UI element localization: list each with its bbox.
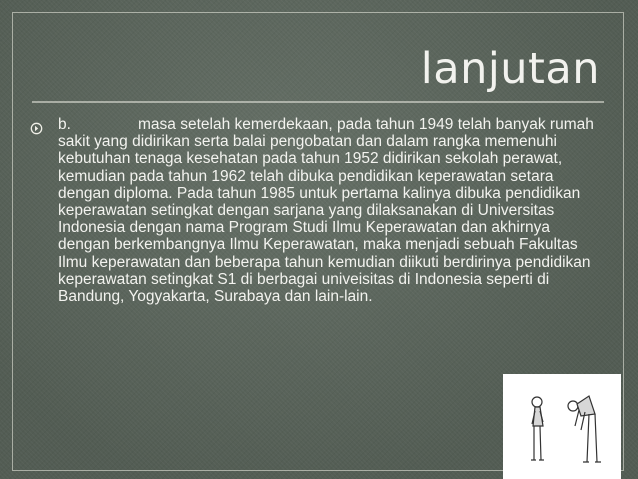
bowing-figures-icon [503,374,621,479]
bullet-label: b. [58,116,71,133]
bullet-body-text: banyak rumah sakit yang didirikan serta balai pengobatan dan dalam rangka memenuhi kebutuhan tenaga kesehatan pada tahun 1952 didirikan sekolah perawat, kemudian pada tahun 1962 telah dibuka pendidikan keperawatan setara dengan diploma. Pada tahun 1985 untuk pertama kalinya dibuka pendidikan keperawatan setingkat dengan sarjana yang dilaksanakan di Universitas Indonesia dengan nama Program Studi Ilmu Keperawatan dan akhirnya dengan berkembangnya Ilmu Keperawatan, maka menjadi sebuah Fakultas Ilmu keperawatan dan beberapa tahun kemudian diikuti berdirinya pendidikan keperawatan setingkat S1 di berbagai univeisitas di Indonesia seperti di Bandung, Yogyakarta, Surabaya dan lain-lain. [58,116,594,306]
bullet-paragraph [58,116,606,305]
bullet-first-line: masa setelah kemerdekaan, pada tahun 1949 telah [138,116,492,133]
slide-title: lanjutan [420,44,600,94]
title-divider [32,101,604,103]
illustration-bowing-figures [503,374,621,479]
arrow-bullet-icon-shape [30,122,43,135]
arrow-bullet-icon [30,122,43,135]
